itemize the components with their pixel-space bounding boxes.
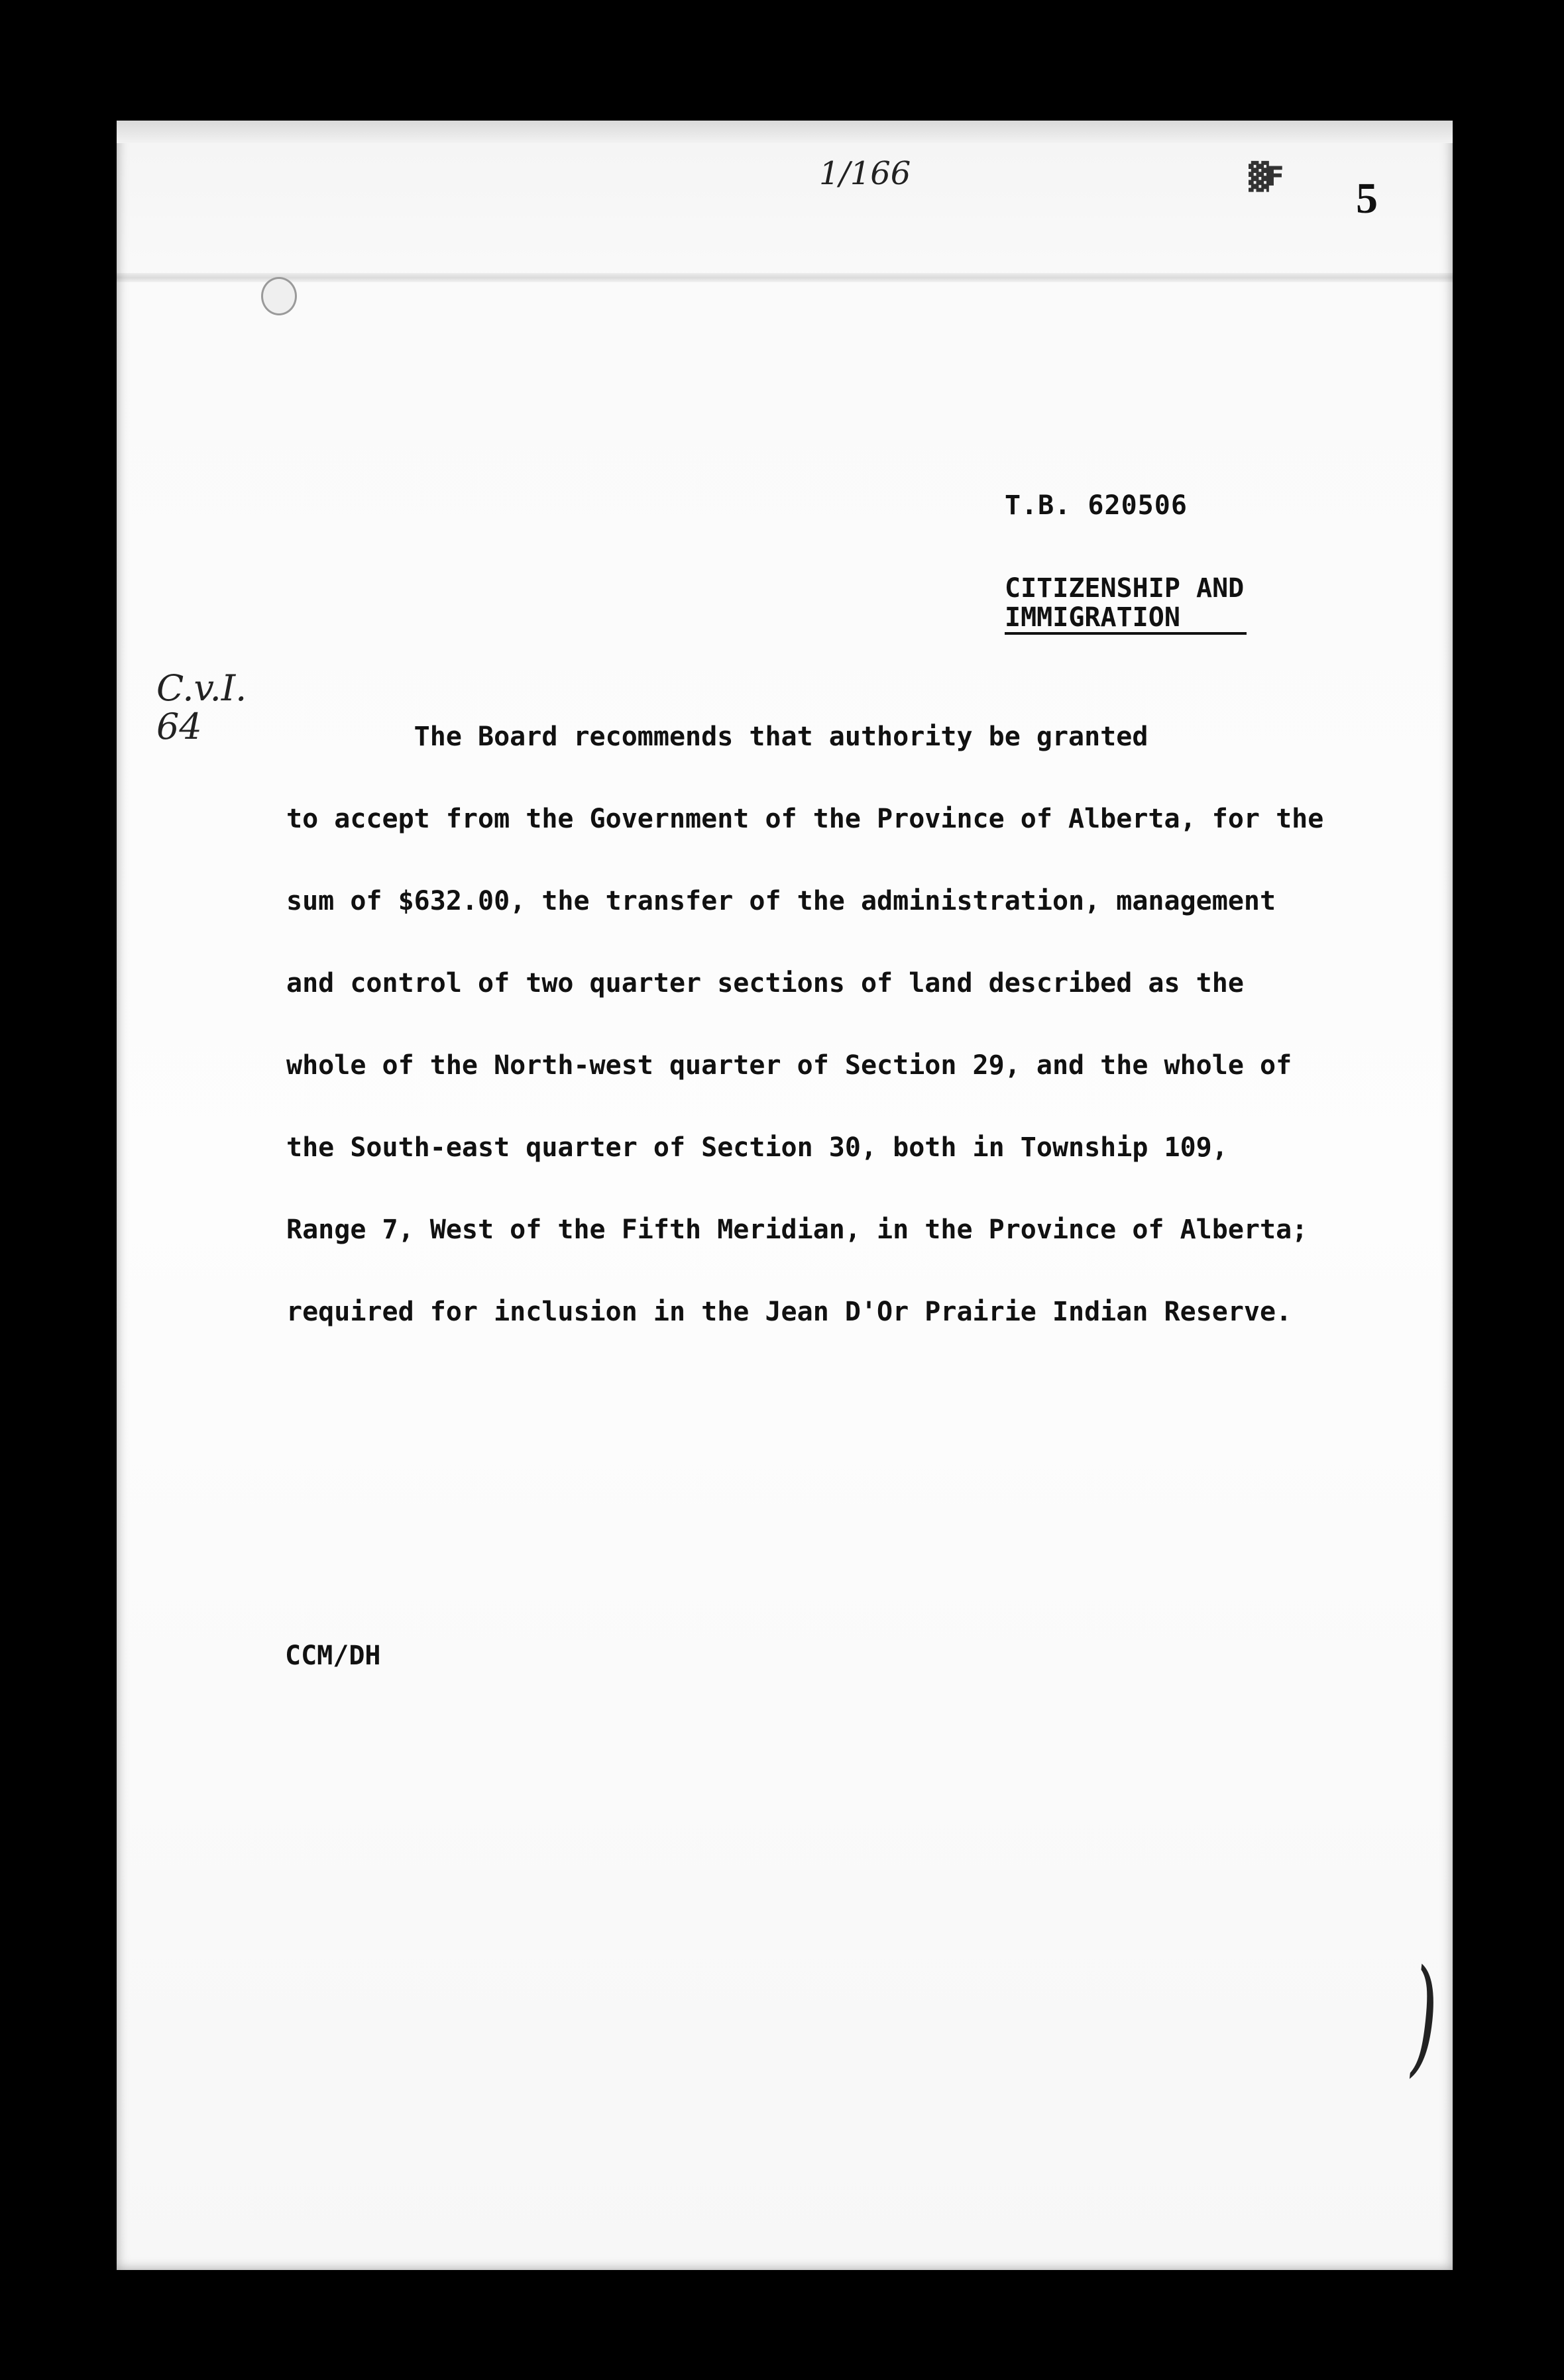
page-number: 5 xyxy=(1356,174,1378,223)
page-top-edge xyxy=(117,121,1453,143)
margin-note-line-2: 64 xyxy=(156,706,202,747)
body-line: to accept from the Government of the Province of Alberta, for the xyxy=(286,804,1324,834)
body-line: The Board recommends that authority be granted xyxy=(286,722,1148,752)
punch-hole xyxy=(261,277,297,315)
department-line-1: CITIZENSHIP AND xyxy=(1005,573,1245,604)
margin-note xyxy=(156,669,247,746)
reference-number: T.B. 620506 xyxy=(1005,490,1188,521)
body-line: sum of $632.00, the transfer of the administration, management xyxy=(286,886,1276,916)
body-line: and control of two quarter sections of land described as the xyxy=(286,968,1244,999)
body-line: required for inclusion in the Jean D'Or Prairie Indian Reserve. xyxy=(286,1297,1292,1327)
folio-note: 1/166 xyxy=(819,155,911,192)
fold-band xyxy=(117,273,1453,282)
department-heading xyxy=(1005,574,1247,635)
body-paragraph xyxy=(286,696,1373,1353)
margin-note-line-1: C.v.I. xyxy=(156,667,247,709)
body-line: the South-east quarter of Section 30, both in Township 109, xyxy=(286,1132,1228,1163)
body-line: Range 7, West of the Fifth Meridian, in the Province of Alberta; xyxy=(286,1215,1308,1245)
typist-initials: CCM/DH xyxy=(285,1641,381,1671)
stamp-mark: ▓F xyxy=(1249,162,1282,192)
body-line: whole of the North-west quarter of Section 29, and the whole of xyxy=(286,1050,1292,1081)
bracket-mark: ) xyxy=(1410,1943,1438,2089)
department-line-2: IMMIGRATION xyxy=(1005,603,1247,635)
